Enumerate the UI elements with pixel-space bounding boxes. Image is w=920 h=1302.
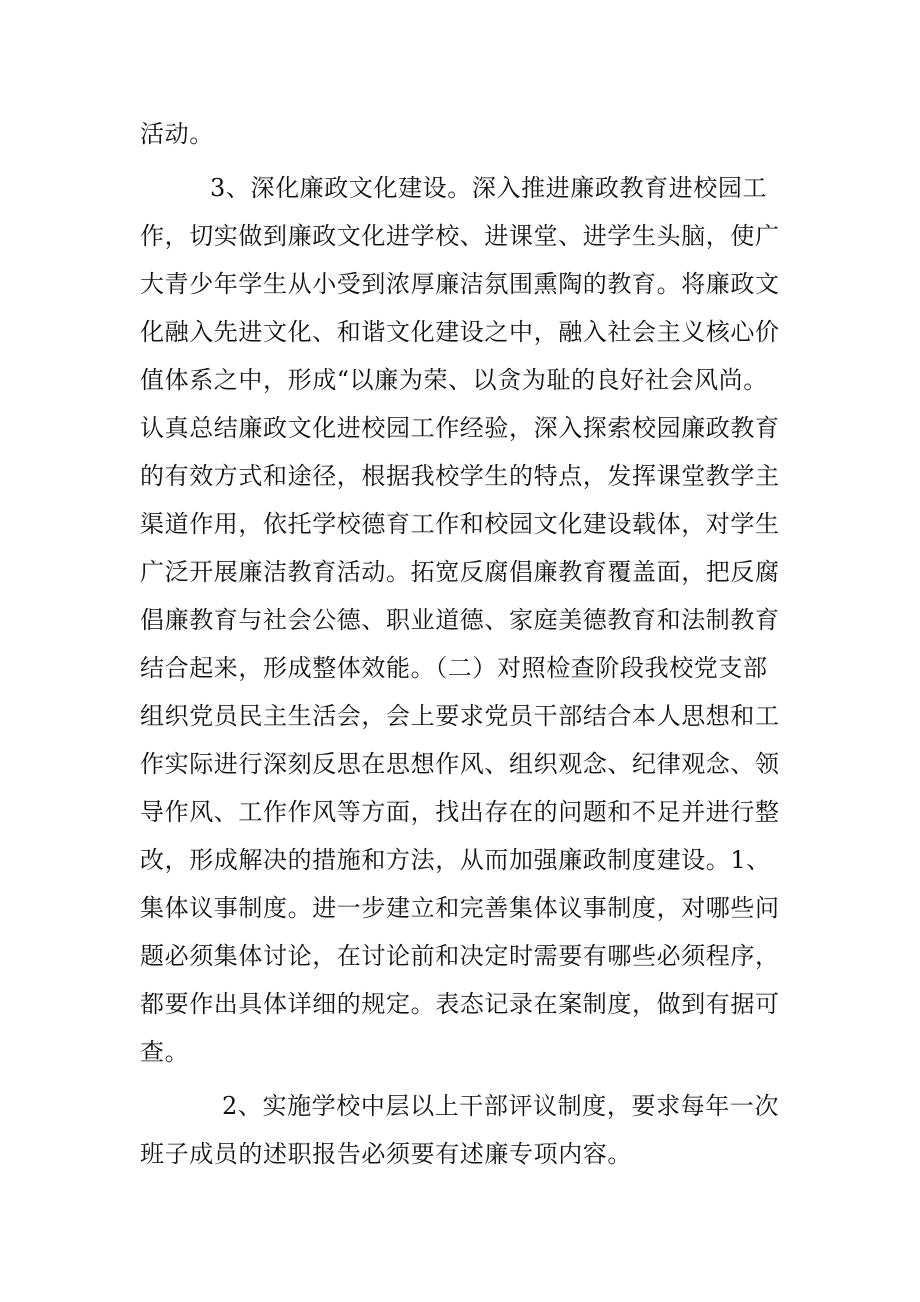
- text-line: 结合起来，形成整体效能。（二）对照检查阶段我校党支部: [140, 654, 768, 682]
- text-line: 的有效方式和途径，根据我校学生的特点，发挥课堂教学主: [140, 462, 780, 490]
- text-line: 活动。: [140, 120, 214, 148]
- text-line: 广泛开展廉洁教育活动。拓宽反腐倡廉教育覆盖面，把反腐: [140, 558, 780, 586]
- text-line: 作实际进行深刻反思在思想作风、组织观念、纪律观念、领: [140, 750, 780, 778]
- text-line: 都要作出具体详细的规定。表态记录在案制度，做到有据可: [140, 990, 780, 1018]
- text-line: 倡廉教育与社会公德、职业道德、家庭美德教育和法制教育: [140, 606, 780, 634]
- text-line: 作，切实做到廉政文化进学校、进课堂、进学生头脑，使广: [140, 222, 780, 250]
- text-line: 组织党员民主生活会，会上要求党员干部结合本人思想和工: [140, 702, 780, 730]
- text-line: 化融入先进文化、和谐文化建设之中，融入社会主义核心价: [140, 318, 780, 346]
- text-line: 集体议事制度。进一步建立和完善集体议事制度，对哪些问: [140, 894, 780, 922]
- paragraph-start-line: 3、深化廉政文化建设。深入推进廉政教育进校园工: [210, 174, 768, 202]
- text-line: 认真总结廉政文化进校园工作经验，深入探索校园廉政教育: [140, 414, 780, 442]
- text-line: 题必须集体讨论，在讨论前和决定时需要有哪些必须程序，: [140, 942, 780, 970]
- paragraph-start-line: 2、实施学校中层以上干部评议制度，要求每年一次: [222, 1092, 780, 1120]
- text-line: 大青少年学生从小受到浓厚廉洁氛围熏陶的教育。将廉政文: [140, 270, 780, 298]
- text-line: 班子成员的述职报告必须要有述廉专项内容。: [140, 1140, 632, 1168]
- text-line: 改，形成解决的措施和方法，从而加强廉政制度建设。1、: [140, 846, 771, 874]
- text-line: 导作风、工作作风等方面，找出存在的问题和不足并进行整: [140, 798, 780, 826]
- text-line: 查。: [140, 1038, 190, 1066]
- text-line: 渠道作用，依托学校德育工作和校园文化建设载体，对学生: [140, 510, 780, 538]
- text-line: 值体系之中，形成“以廉为荣、以贪为耻的良好社会风尚。: [140, 366, 768, 394]
